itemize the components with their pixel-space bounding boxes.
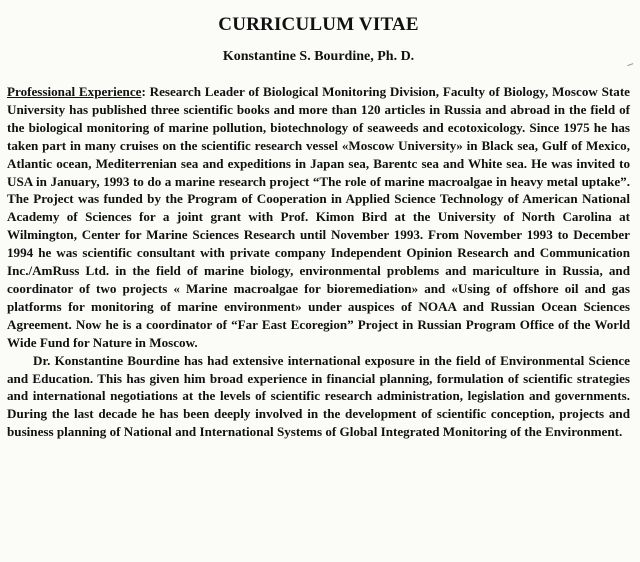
international-exposure-paragraph: Dr. Konstantine Bourdine has had extensive international exposure in the field of Environmental Science and Education. This has given him broad experience in financial planning, formulation of scientific strategies and international negotiations at the levels of scientific research administration, legislation and governments. During the last decade he has been deeply involved in the development of scientific conception, projects and business planning of National and International Systems of Global Integrated Monitoring of the Environment. bbox=[7, 352, 630, 440]
professional-experience-paragraph bbox=[7, 83, 630, 352]
document-title: CURRICULUM VITAE bbox=[218, 14, 419, 35]
paragraph-1-text: Research Leader of Biological Monitoring Division, Faculty of Biology, Moscow State University has published three scientific books and more than 120 articles in Russia and abroad in the field of the biological monitoring of marine pollution, biotechnology of seaweeds and ecotoxicology. Since 1975 he has taken part in many cruises on the scientific research vessel «Moscow University» in Black sea, Gulf of Mexico, Atlantic ocean, Mediterrenian sea and expeditions in Japan sea, Barentc sea and White sea. He was invited to USA in January, 1993 to do a marine research project “The role of marine macroalgae in heavy metal uptake”. The Project was funded by the Program of Cooperation in Applied Science Technology of American National Academy of Sciences for a joint grant with Prof. Kimon Bird at the University of North Carolina at Wilmington, Center for Marine Sciences Research until November 1993. From November 1993 to December 1994 he was scientific consultant with private company Independent Opinion Research and Communication Inc./AmRuss Ltd. in the field of marine biology, environmental problems and mariculture in Russia, and coordinator of two projects « Marine macroalgae for bioremediation» and «Using of offshore oil and gas platforms for monitoring of marine environment» under auspices of NOAA and Russian Ocean Sciences Agreement. Now he is a coordinator of “Far East Ecoregion” Project in Russian Program Office of the World Wide Fund for Nature in Moscow. bbox=[7, 84, 630, 350]
section-heading-colon: : bbox=[141, 84, 146, 99]
author-name: Konstantine S. Bourdine, Ph. D. bbox=[222, 49, 415, 64]
scan-mark bbox=[627, 63, 634, 70]
section-heading: Professional Experience bbox=[7, 84, 142, 99]
